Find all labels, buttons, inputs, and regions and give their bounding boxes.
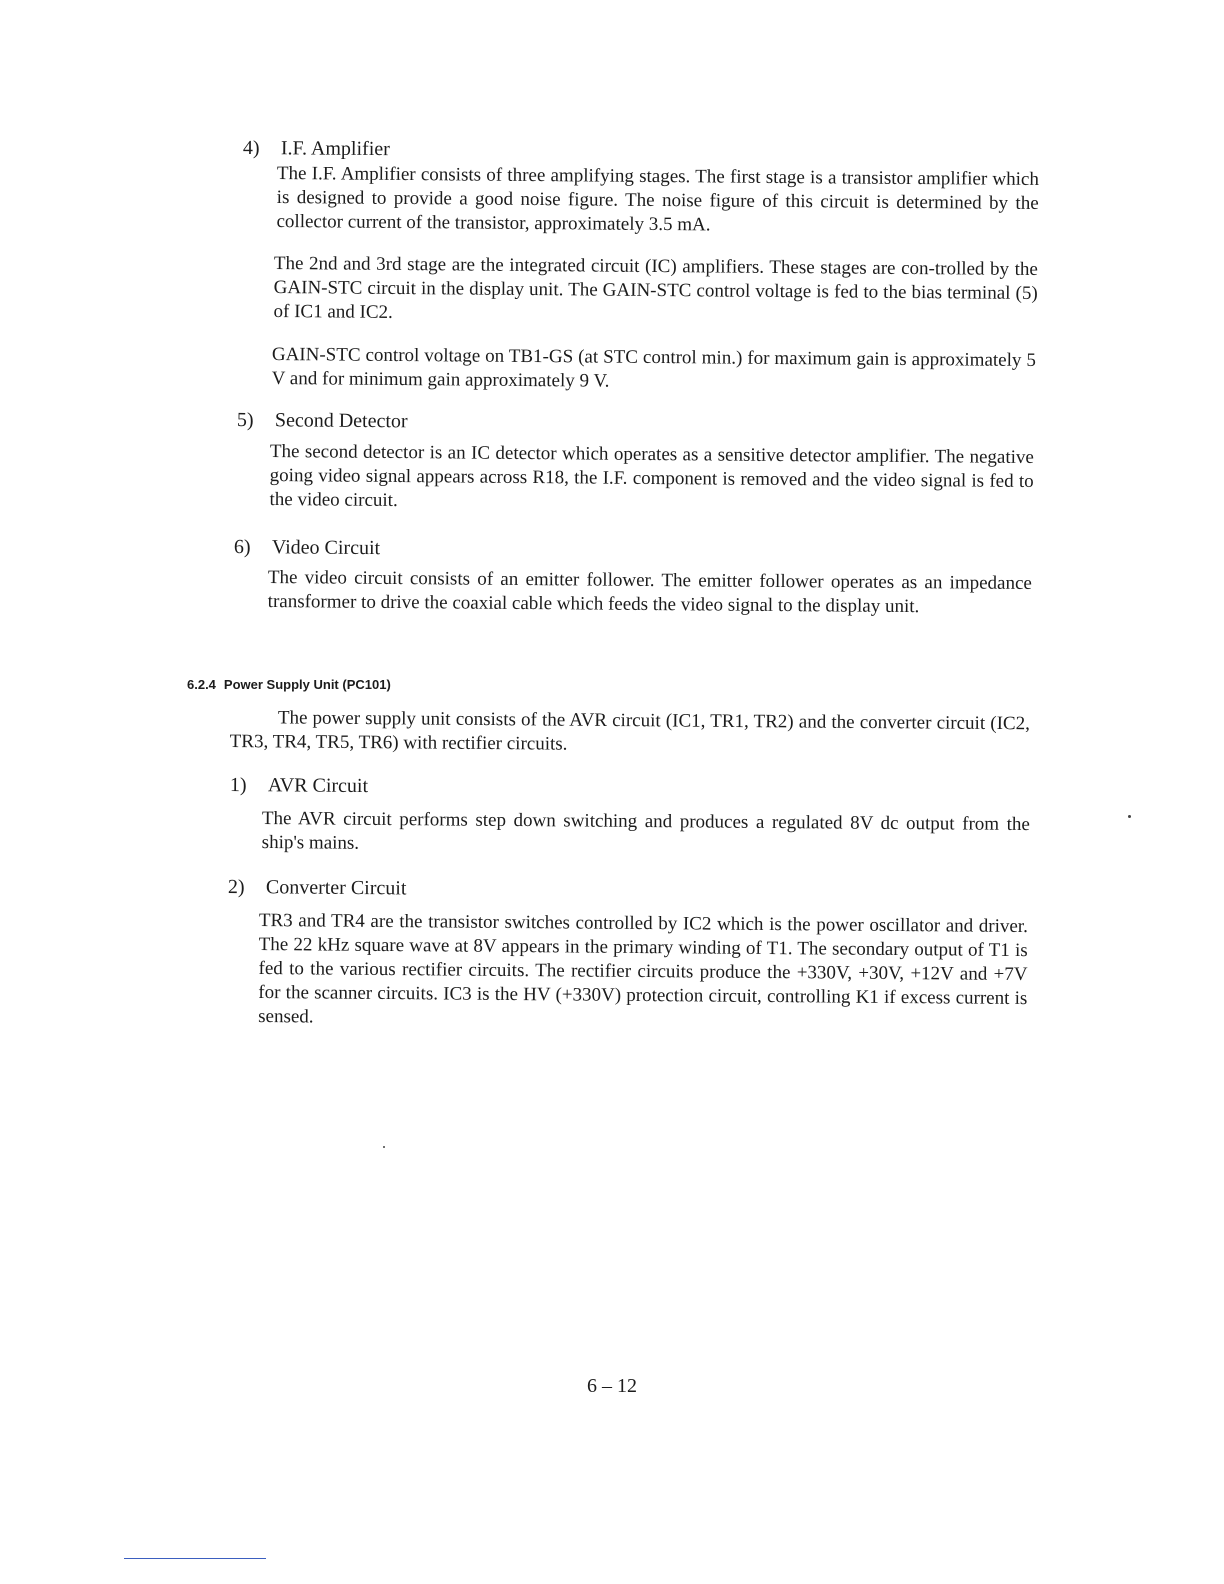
section-title: Power Supply Unit (PC101) xyxy=(223,677,391,692)
section-number: 6.2.4 xyxy=(187,677,216,692)
heading-title: Second Detector xyxy=(274,409,408,433)
heading-second-detector xyxy=(237,408,408,433)
paragraph-converter-circuit: TR3 and TR4 are the transistor switches controlled by IC2 which is the power oscillator and driver. The 22 kHz square wave at 8V appears in the primary winding of T1. The secondary output of T1 is fed to the various rectifier circuits. The rectifier circuits produce the +330V, +30V, +12V and +7V for the scanner circuits. IC3 is the HV (+330V) protection circuit, controlling K1 if excess current is sensed. xyxy=(258,909,1028,1028)
heading-number: 5) xyxy=(236,408,254,432)
heading-if-amplifier xyxy=(243,136,390,161)
heading-number: 6) xyxy=(233,535,251,559)
paragraph-if-2: The 2nd and 3rd stage are the integrated circuit (IC) amplifiers. These stages are con-trolled by the GAIN-STC circuit in the display unit. The GAIN-STC control voltage is fed to the bias terminal (5) of IC1 and IC2. xyxy=(273,252,1038,323)
page-number: 6 – 12 xyxy=(587,1375,637,1397)
heading-title: Converter Circuit xyxy=(265,876,407,900)
paragraph-avr-circuit: The AVR circuit performs step down switching and produces a regulated 8V dc output from the ship's mains. xyxy=(261,807,1030,854)
scan-speck xyxy=(383,1146,385,1148)
heading-video-circuit xyxy=(234,535,380,560)
heading-title: AVR Circuit xyxy=(267,774,369,798)
heading-number: 4) xyxy=(242,136,260,160)
scan-speck xyxy=(1128,815,1131,818)
heading-converter-circuit xyxy=(228,875,407,900)
heading-number: 1) xyxy=(229,773,247,797)
heading-title: I.F. Amplifier xyxy=(280,137,390,161)
heading-avr-circuit xyxy=(230,773,368,798)
section-heading-power-supply xyxy=(187,676,391,694)
heading-title: Video Circuit xyxy=(271,536,381,560)
paragraph-if-3: GAIN-STC control voltage on TB1-GS (at STC control min.) for maximum gain is approximately 5 V and for minimum gain approximately 9 V. xyxy=(271,343,1036,392)
paragraph-if-1: The I.F. Amplifier consists of three amplifying stages. The first stage is a transistor amplifier which is designed to provide a good noise figure. The noise figure of this circuit is determined by the collector current of the transistor, approximately 3.5 mA. xyxy=(276,162,1039,236)
paragraph-power-supply-intro: The power supply unit consists of the AVR circuit (IC1, TR1, TR2) and the converter circuit (IC2, TR3, TR4, TR5, TR6) with rectifier circuits. xyxy=(229,707,1030,755)
paragraph-video-circuit: The video circuit consists of an emitter follower. The emitter follower operates as an impedance transformer to drive the coaxial cable which feeds the video signal to the display unit. xyxy=(267,566,1032,618)
footnote-rule xyxy=(124,1558,266,1559)
heading-number: 2) xyxy=(227,875,245,899)
paragraph-second-detector: The second detector is an IC detector which operates as a sensitive detector amplifier. The negative going video signal appears across R18, the I.F. component is removed and the video signal is fed to the video circuit. xyxy=(269,440,1034,512)
